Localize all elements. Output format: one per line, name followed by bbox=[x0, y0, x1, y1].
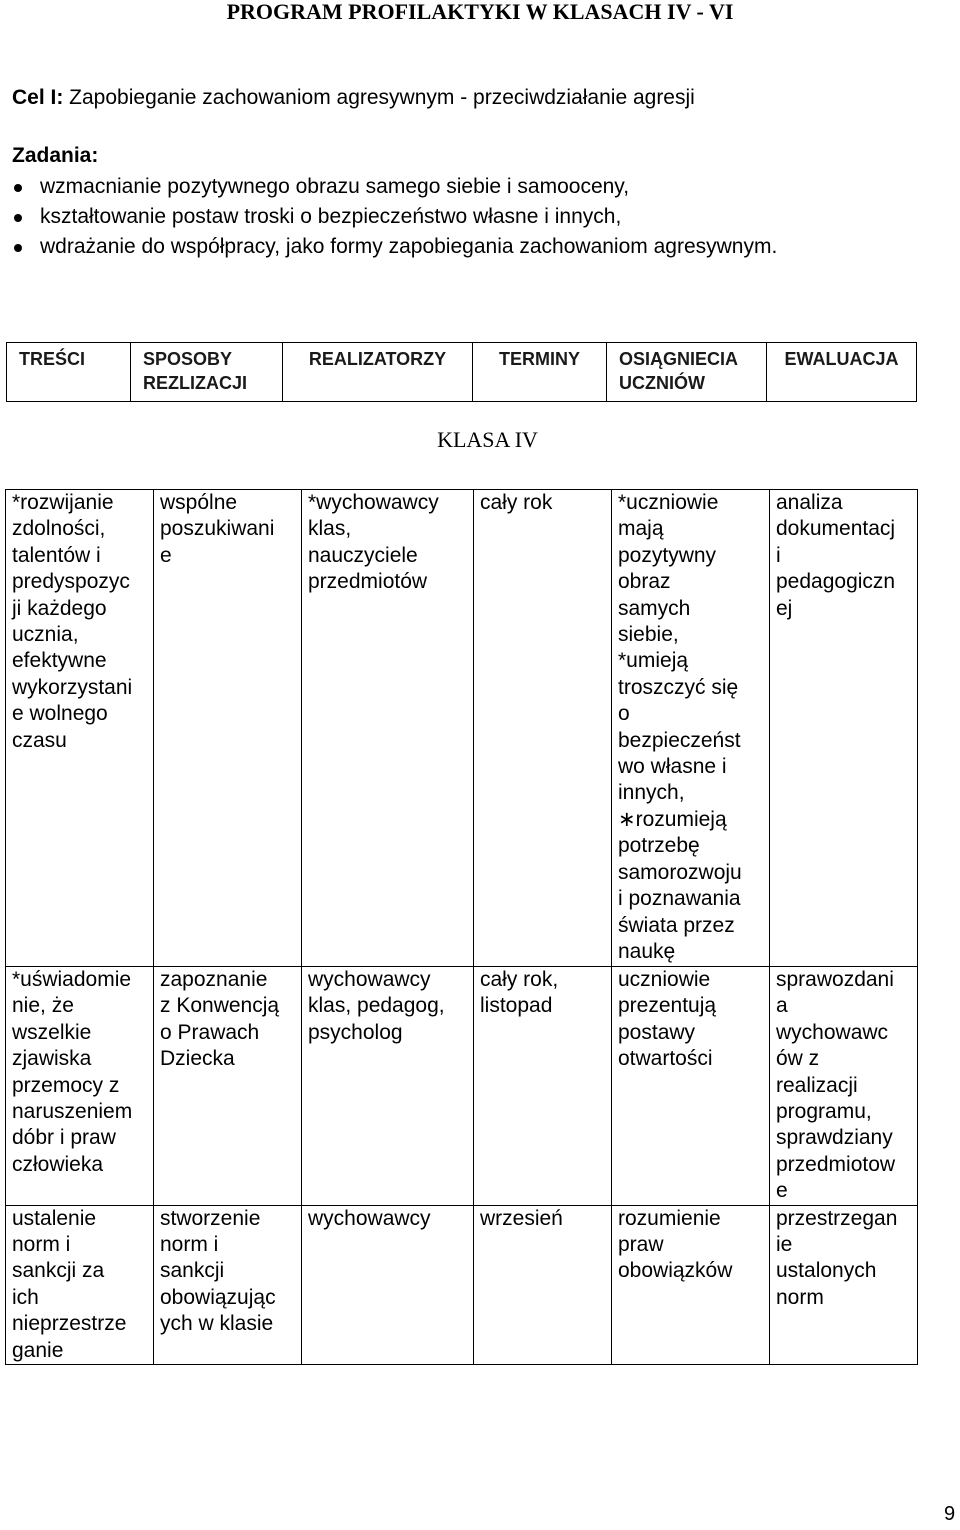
cell-text: uczniowie prezentują postawy otwartości bbox=[618, 968, 717, 1071]
cell-text: *uświadomie nie, że wszelkie zjawiska przemocy z naruszeniem dóbr i praw człowieka bbox=[12, 968, 133, 1176]
table-row bbox=[6, 490, 918, 967]
header-realizatorzy: REALIZATORZY bbox=[283, 343, 473, 402]
header-tresci: TREŚCI bbox=[7, 343, 131, 402]
table-cell bbox=[6, 1205, 154, 1364]
header-table bbox=[6, 342, 917, 402]
cell-text: wychowawcy bbox=[308, 1206, 431, 1230]
task-item: wzmacnianie pozytywnego obrazu samego siebie i samooceny, bbox=[0, 172, 777, 202]
cell-text: cały rok bbox=[480, 491, 553, 514]
table-row bbox=[6, 1205, 918, 1364]
table-cell bbox=[302, 490, 474, 967]
header-ewaluacja: EWALUACJA bbox=[767, 343, 917, 402]
cell-text: stworzenie norm i sankcji obowiązując ych w klasie bbox=[160, 1206, 276, 1336]
goal-text: Zapobieganie zachowaniom agresywnym - przeciwdziałanie agresji bbox=[63, 86, 695, 109]
table-cell bbox=[612, 490, 770, 967]
cell-text: wspólne poszukiwani e bbox=[160, 491, 275, 567]
table-cell bbox=[6, 490, 154, 967]
header-osiagniecia: OSIĄGNIECIA UCZNIÓW bbox=[607, 343, 767, 402]
page-number: 9 bbox=[944, 1503, 956, 1525]
table-cell bbox=[302, 967, 474, 1206]
cell-text: *uczniowie mają pozytywny obraz samych siebie, *umieją troszczyć się o bezpieczeńst wo własne i innych, ∗rozumieją potrzebę samorozwoju i poznawania świata przez naukę bbox=[618, 491, 742, 963]
header-row bbox=[7, 343, 917, 402]
program-table bbox=[5, 489, 918, 1365]
task-item: wdrażanie do współpracy, jako formy zapobiegania zachowaniom agresywnym. bbox=[0, 232, 777, 262]
table-cell bbox=[302, 1205, 474, 1364]
table-cell bbox=[770, 490, 918, 967]
cell-text: przestrzegan ie ustalonych norm bbox=[776, 1206, 898, 1309]
cell-text: sprawozdani a wychowawc ów z realizacji programu, sprawdziany przedmiotow e bbox=[776, 968, 896, 1203]
table-cell bbox=[612, 967, 770, 1206]
goal-line bbox=[12, 84, 695, 112]
goal-prefix: Cel I: bbox=[12, 86, 64, 109]
table-cell bbox=[770, 967, 918, 1206]
table-cell bbox=[474, 490, 612, 967]
table-cell bbox=[612, 1205, 770, 1364]
class-label: KLASA IV bbox=[437, 427, 538, 452]
cell-text: *rozwijanie zdolności, talentów i predyspozyc ji każdego ucznia, efektywne wykorzystani e wolnego czasu bbox=[12, 491, 133, 752]
header-sposoby: SPOSOBY REZLIZACJI bbox=[131, 343, 283, 402]
cell-text: zapoznanie z Konwencją o Prawach Dziecka bbox=[160, 968, 280, 1071]
table-cell bbox=[770, 1205, 918, 1364]
header-terminy: TERMINY bbox=[473, 343, 607, 402]
cell-text: wychowawcy klas, pedagog, psycholog bbox=[308, 968, 445, 1044]
cell-text: ustalenie norm i sankcji za ich nieprzestrze ganie bbox=[12, 1206, 127, 1362]
table-cell bbox=[6, 967, 154, 1206]
tasks-list bbox=[0, 172, 777, 262]
tasks-heading: Zadania: bbox=[12, 144, 99, 167]
task-item: kształtowanie postaw troski o bezpieczeństwo własne i innych, bbox=[0, 202, 777, 232]
cell-text: cały rok, listopad bbox=[480, 968, 559, 1018]
cell-text: *wychowawcy klas, nauczyciele przedmiotów bbox=[308, 491, 439, 594]
table-cell bbox=[474, 1205, 612, 1364]
table-cell bbox=[474, 967, 612, 1206]
cell-text: rozumienie praw obowiązków bbox=[618, 1206, 733, 1283]
table-row bbox=[6, 967, 918, 1206]
table-cell bbox=[154, 1205, 302, 1364]
cell-text: analiza dokumentacj i pedagogiczn ej bbox=[776, 491, 896, 620]
cell-text: wrzesień bbox=[480, 1206, 563, 1230]
document-title: PROGRAM PROFILAKTYKI W KLASACH IV - VI bbox=[226, 0, 734, 24]
table-cell bbox=[154, 967, 302, 1206]
table-cell bbox=[154, 490, 302, 967]
